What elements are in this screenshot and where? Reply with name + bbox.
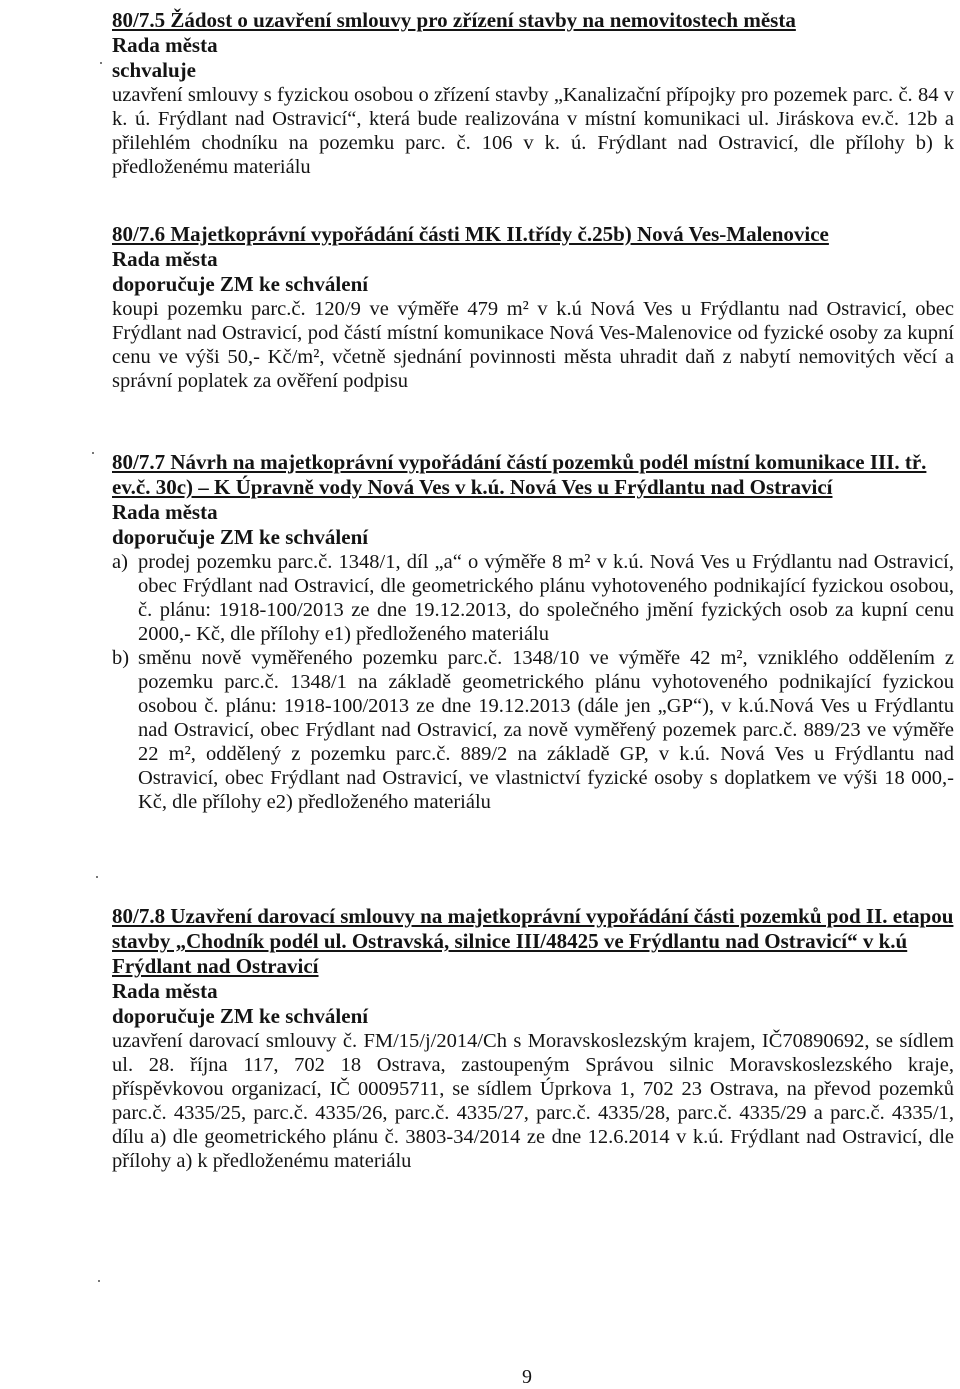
item-marker: a) [112, 551, 128, 573]
item-marker: b) [112, 647, 130, 669]
resolution-verb: schvaluje [112, 58, 196, 82]
list-item [112, 646, 954, 814]
page-number: 9 [522, 1366, 532, 1388]
resolution-verb: doporučuje ZM ke schválení [112, 1004, 369, 1028]
section-heading: 80/7.7 Návrh na majetkoprávní vypořádání částí pozemků podél místní komunikace III. tř. ev.č. 30c) – K Úpravně vody Nová Ves v k.ú. Nová Ves u Frýdlantu nad Ostravicí [112, 450, 927, 499]
section-80-7-5 [112, 8, 954, 179]
item-text: prodej pozemku parc.č. 1348/1, díl „a“ o výměře 8 m² v k.ú. Nová Ves u Frýdlantu nad Ostravicí, obec Frýdlant nad Ostravicí, dle geometrického plánu vyhotoveného podnikající fyzickou osobou, č. plánu: 1918-100/2013 ze dne 19.12.2013, do společného jmění fyzických osob za kupní cenu 2000,- Kč, dle přílohy e1) předloženého materiálu [138, 551, 954, 645]
item-text: směnu nově vyměřeného pozemku parc.č. 1348/10 ve výměře 42 m², vzniklého oddělením z pozemku parc.č. 1348/1 na základě geometrického plánu vyhotoveného podnikající fyzickou osobou č. plánu: 1918-100/2013 ze dne 19.12.2013 (dále jen „GP“), v k.ú.Nová Ves u Frýdlantu nad Ostravicí, obec Frýdlant nad Ostravicí, za nově vyměřený pozemek parc.č. 889/23 ve výměře 22 m², oddělený z pozemku parc.č. 889/2 na základě GP, v k.ú. Nová Ves u Frýdlantu nad Ostravicí, obec Frýdlant nad Ostravicí, ve vlastnictví fyzické osoby s doplatkem ve výši 18 000,- Kč, dle přílohy e2) předloženého materiálu [138, 647, 954, 813]
section-80-7-7 [112, 450, 954, 814]
section-heading: 80/7.8 Uzavření darovací smlouvy na majetkoprávní vypořádání části pozemků pod II. etapou stavby „Chodník podél ul. Ostravská, silnice III/48425 ve Frýdlantu nad Ostravicí“ v k.ú Frýdlant nad Ostravicí [112, 904, 954, 978]
section-80-7-8 [112, 904, 954, 1173]
scan-speck [98, 1280, 100, 1282]
scan-speck [96, 876, 98, 878]
section-heading: 80/7.6 Majetkoprávní vypořádání části MK II.třídy č.25b) Nová Ves-Malenovice [112, 222, 829, 246]
resolution-verb: doporučuje ZM ke schválení [112, 272, 369, 296]
section-80-7-6 [112, 222, 954, 393]
scan-speck [92, 452, 94, 454]
body-name: Rada města [112, 979, 218, 1003]
body-name: Rada města [112, 500, 218, 524]
scan-speck [100, 62, 102, 64]
body-name: Rada města [112, 33, 218, 57]
list-item [112, 550, 954, 646]
resolution-verb: doporučuje ZM ke schválení [112, 525, 369, 549]
resolution-text: uzavření smlouvy s fyzickou osobou o zřízení stavby „Kanalizační přípojky pro pozemek parc. č. 84 v k. ú. Frýdlant nad Ostravicí“, která bude realizována v místní komunikaci ul. Jiráskova ev.č. 12b a přilehlém chodníku na pozemku parc. č. 106 v k. ú. Frýdlant nad Ostravicí, dle přílohy b) k předloženému materiálu [112, 84, 954, 178]
section-heading: 80/7.5 Žádost o uzavření smlouvy pro zřízení stavby na nemovitostech města [112, 8, 796, 32]
resolution-text: uzavření darovací smlouvy č. FM/15/j/2014/Ch s Moravskoslezským krajem, IČ70890692, se sídlem ul. 28. října 117, 702 18 Ostrava, zastoupeným Správou silnic Moravskoslezského kraje, příspěvkovou organizací, IČ 00095711, se sídlem Úprkova 1, 702 23 Ostrava, na převod pozemků parc.č. 4335/25, parc.č. 4335/26, parc.č. 4335/27, parc.č. 4335/28, parc.č. 4335/29 a parc.č. 4335/1, dílu a) dle geometrického plánu č. 3803-34/2014 ze dne 12.6.2014 v k.ú. Frýdlant nad Ostravicí, dle přílohy a) k předloženému materiálu [112, 1030, 954, 1172]
body-name: Rada města [112, 247, 218, 271]
resolution-text: koupi pozemku parc.č. 120/9 ve výměře 479 m² v k.ú Nová Ves u Frýdlantu nad Ostravicí, obec Frýdlant nad Ostravicí, pod částí místní komunikace Nová Ves-Malenovice od fyzické osoby za kupní cenu ve výši 50,- Kč/m², včetně sjednání povinnosti města uhradit daň z nabytí nemovitých věcí a správní poplatek za ověření podpisu [112, 298, 954, 392]
